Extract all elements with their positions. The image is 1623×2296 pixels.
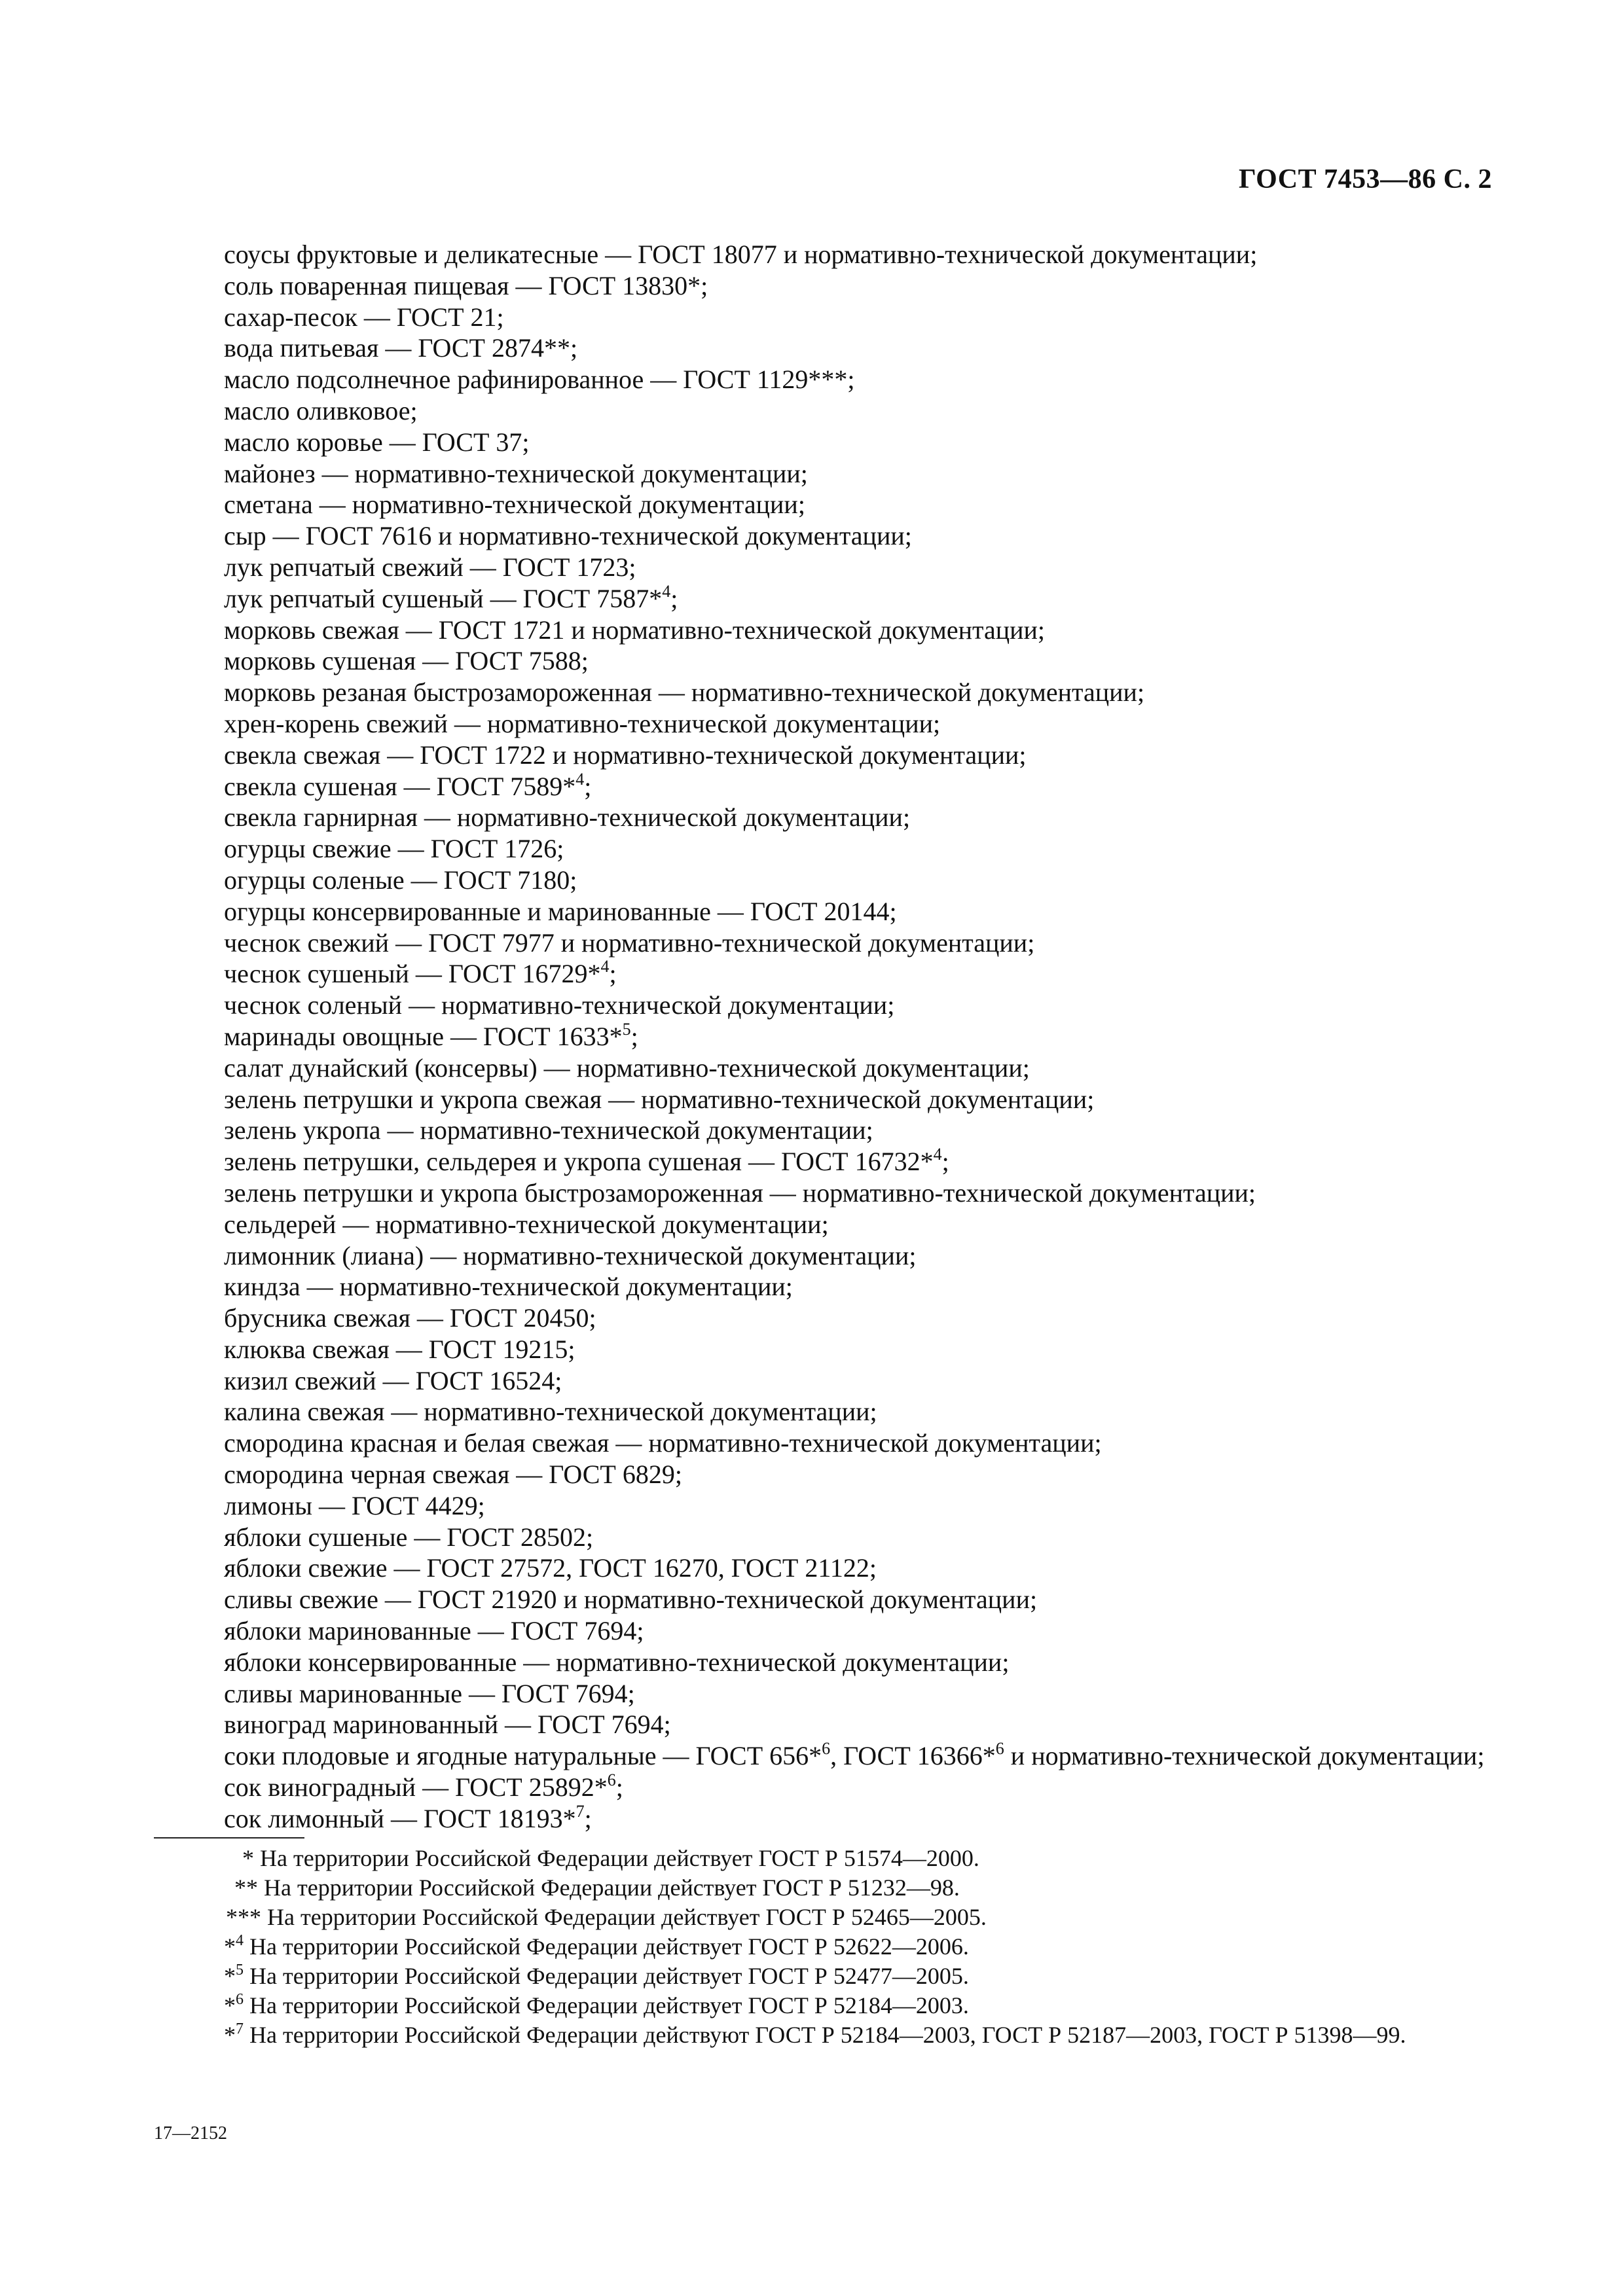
list-item (154, 1271, 1489, 1302)
list-item (154, 1115, 1489, 1146)
list-item (154, 1678, 1489, 1710)
item-tail: ; (630, 1021, 638, 1051)
item-tail: ; (584, 1803, 592, 1833)
footnote-ref: 6 (607, 1770, 616, 1790)
item-text: сливы маринованные — ГОСТ 7694; (224, 1678, 635, 1708)
footnote (154, 1844, 1489, 1873)
item-text: морковь свежая — ГОСТ 1721 и нормативно-технической документации; (224, 615, 1046, 645)
item-text: масло коровье — ГОСТ 37; (224, 427, 530, 457)
item-text: маринады овощные — ГОСТ 1633* (224, 1021, 623, 1051)
item-text: соки плодовые и ягодные натуральные — ГОСТ 656* (224, 1741, 822, 1771)
footnote-text: На территории Российской Федерации действует ГОСТ Р 52465—2005. (261, 1904, 987, 1930)
item-text: сок виноградный — ГОСТ 25892* (224, 1772, 608, 1803)
item-text: яблоки сушеные — ГОСТ 28502; (224, 1522, 594, 1552)
footnote-ref: 6 (995, 1739, 1004, 1759)
list-item (154, 552, 1489, 583)
list-item (154, 489, 1489, 520)
list-item (154, 1021, 1489, 1052)
footnote-marker-sup: 6 (236, 1991, 244, 2008)
list-item (154, 958, 1489, 990)
item-text: лук репчатый сушеный — ГОСТ 7587* (224, 583, 663, 613)
item-text: морковь резаная быстрозамороженная — нормативно-технической документации; (224, 677, 1145, 708)
list-item (154, 990, 1489, 1021)
list-item (154, 458, 1489, 490)
item-tail: ; (670, 583, 678, 613)
item-text: сельдерей — нормативно-технической документации; (224, 1209, 829, 1239)
footnote (154, 2020, 1489, 2050)
footnote (154, 1932, 1489, 1962)
footnote-marker: *** (226, 1904, 261, 1930)
list-item (154, 1146, 1489, 1177)
item-text: киндза — нормативно-технической документации; (224, 1272, 793, 1302)
footnote-marker-sup: 5 (236, 1962, 244, 1979)
footnote-ref: 4 (600, 957, 610, 977)
item-text: брусника свежая — ГОСТ 20450; (224, 1303, 596, 1333)
ingredient-list (154, 239, 1489, 1835)
list-item (154, 1615, 1489, 1647)
item-text: сыр — ГОСТ 7616 и нормативно-технической документации; (224, 521, 912, 551)
list-item (154, 645, 1489, 677)
list-item (154, 1365, 1489, 1397)
list-item (154, 1240, 1489, 1272)
list-item (154, 1052, 1489, 1084)
footnote-text: На территории Российской Федерации действуют ГОСТ Р 52184—2003, ГОСТ Р 52187—2003, ГОСТ Р 51398—99. (244, 2022, 1406, 2048)
item-text: майонез — нормативно-технической документации; (224, 458, 808, 488)
item-text: масло подсолнечное рафинированное — ГОСТ 1129***; (224, 365, 855, 395)
item-text: лимоны — ГОСТ 4429; (224, 1490, 485, 1520)
footnote-ref: 7 (575, 1801, 585, 1821)
footnote-marker: * (224, 1963, 236, 1989)
footnote-ref: 4 (662, 581, 671, 601)
item-text: клюква свежая — ГОСТ 19215; (224, 1334, 575, 1364)
item-text: огурцы консервированные и маринованные — ГОСТ 20144; (224, 896, 897, 926)
list-item (154, 1334, 1489, 1365)
footnote-text: На территории Российской Федерации действует ГОСТ Р 52184—2003. (244, 1992, 969, 2018)
list-item (154, 1584, 1489, 1615)
item-text: чеснок соленый — нормативно-технической документации; (224, 990, 895, 1020)
item-text: калина свежая — нормативно-технической документации; (224, 1397, 877, 1427)
list-item (154, 1302, 1489, 1334)
footnote (154, 1873, 1489, 1903)
list-item (154, 1522, 1489, 1553)
list-item (154, 1209, 1489, 1240)
item-text: сахар-песок — ГОСТ 21; (224, 302, 504, 332)
list-item (154, 427, 1489, 458)
list-item (154, 1490, 1489, 1522)
item-text: чеснок свежий — ГОСТ 7977 и нормативно-технической документации; (224, 927, 1035, 958)
list-item (154, 708, 1489, 740)
item-text: виноград маринованный — ГОСТ 7694; (224, 1710, 671, 1740)
item-text: морковь сушеная — ГОСТ 7588; (224, 646, 589, 676)
footnote-ref: 4 (575, 769, 585, 789)
list-item (154, 1427, 1489, 1459)
item-text: сок лимонный — ГОСТ 18193* (224, 1803, 576, 1833)
item-text: масло оливковое; (224, 395, 418, 425)
list-item (154, 896, 1489, 927)
footnote-ref: 5 (622, 1019, 631, 1039)
item-text: и нормативно-технической документации; (1004, 1741, 1485, 1771)
footnote-ref: 4 (933, 1145, 942, 1164)
item-text: смородина красная и белая свежая — нормативно-технической документации; (224, 1428, 1102, 1458)
footnotes (154, 1844, 1489, 2050)
footnote-marker: * (224, 2022, 236, 2048)
item-text: свекла гарнирная — нормативно-технической документации; (224, 802, 911, 833)
item-text: яблоки маринованные — ГОСТ 7694; (224, 1616, 644, 1646)
footnote-text: На территории Российской Федерации действует ГОСТ Р 51574—2000. (254, 1845, 979, 1871)
item-text: зелень укропа — нормативно-технической документации; (224, 1115, 873, 1145)
item-text: зелень петрушки и укропа свежая — нормативно-технической документации; (224, 1084, 1095, 1114)
footnote-text: На территории Российской Федерации действует ГОСТ Р 51232—98. (258, 1874, 960, 1901)
list-item (154, 395, 1489, 427)
item-text: лук репчатый свежий — ГОСТ 1723; (224, 552, 636, 582)
item-text: зелень петрушки и укропа быстрозамороженная — нормативно-технической документации; (224, 1177, 1256, 1208)
list-item (154, 1740, 1489, 1772)
item-text: зелень петрушки, сельдерея и укропа сушеная — ГОСТ 16732* (224, 1147, 934, 1177)
footnote (154, 1962, 1489, 1991)
list-item (154, 615, 1489, 646)
item-text: салат дунайский (консервы) — нормативно-технической документации; (224, 1052, 1030, 1083)
list-item (154, 1396, 1489, 1427)
item-text: соль поваренная пищевая — ГОСТ 13830*; (224, 270, 708, 300)
item-tail: ; (584, 771, 592, 801)
item-text: свекла свежая — ГОСТ 1722 и нормативно-технической документации; (224, 740, 1027, 770)
list-item (154, 364, 1489, 395)
item-text: лимонник (лиана) — нормативно-технической документации; (224, 1240, 917, 1270)
item-text: яблоки консервированные — нормативно-технической документации; (224, 1647, 1010, 1677)
footnote-marker: * (224, 1933, 236, 1960)
footnote (154, 1903, 1489, 1932)
list-item (154, 1459, 1489, 1490)
footnote-text: На территории Российской Федерации действует ГОСТ Р 52622—2006. (244, 1933, 969, 1960)
list-item (154, 302, 1489, 333)
list-item (154, 833, 1489, 865)
list-item (154, 520, 1489, 552)
list-item (154, 677, 1489, 708)
item-text: чеснок сушеный — ГОСТ 16729* (224, 959, 601, 989)
page-header: ГОСТ 7453—86 С. 2 (1238, 164, 1492, 194)
footnote-marker: * (242, 1845, 254, 1871)
list-item (154, 771, 1489, 802)
list-item (154, 1647, 1489, 1678)
list-item (154, 1177, 1489, 1209)
item-text: сливы свежие — ГОСТ 21920 и нормативно-технической документации; (224, 1585, 1038, 1615)
list-item (154, 1772, 1489, 1803)
list-item (154, 270, 1489, 302)
list-item (154, 583, 1489, 615)
item-tail: ; (609, 959, 617, 989)
list-item (154, 332, 1489, 364)
item-text: смородина черная свежая — ГОСТ 6829; (224, 1460, 682, 1490)
item-text: огурцы свежие — ГОСТ 1726; (224, 834, 564, 864)
item-tail: ; (615, 1772, 623, 1803)
footnote-text: На территории Российской Федерации действует ГОСТ Р 52477—2005. (244, 1963, 969, 1989)
footnote (154, 1991, 1489, 2020)
footnote-marker: ** (234, 1874, 258, 1901)
item-text: хрен-корень свежий — нормативно-технической документации; (224, 708, 941, 738)
item-tail: ; (941, 1147, 949, 1177)
list-item (154, 1084, 1489, 1115)
footnote-marker-sup: 7 (236, 2020, 244, 2037)
footnote-ref: 6 (822, 1739, 831, 1759)
list-item (154, 927, 1489, 959)
list-item (154, 802, 1489, 833)
item-text: огурцы соленые — ГОСТ 7180; (224, 865, 577, 895)
footnote-divider (154, 1837, 304, 1839)
item-text: сметана — нормативно-технической документации; (224, 490, 805, 520)
list-item (154, 1552, 1489, 1584)
page-code: 17—2152 (154, 2123, 227, 2144)
footnote-marker: * (224, 1992, 236, 2018)
list-item (154, 1709, 1489, 1740)
item-text: кизил свежий — ГОСТ 16524; (224, 1365, 562, 1395)
item-text: свекла сушеная — ГОСТ 7589* (224, 771, 576, 801)
item-text: , ГОСТ 16366* (830, 1741, 996, 1771)
item-text: вода питьевая — ГОСТ 2874**; (224, 333, 578, 363)
list-item (154, 1803, 1489, 1835)
list-item (154, 239, 1489, 270)
item-text: соусы фруктовые и деликатесные — ГОСТ 18077 и нормативно-технической документации; (224, 240, 1258, 269)
list-item (154, 740, 1489, 771)
footnote-marker-sup: 4 (236, 1932, 244, 1949)
list-item (154, 865, 1489, 896)
item-text: яблоки свежие — ГОСТ 27572, ГОСТ 16270, ГОСТ 21122; (224, 1553, 877, 1583)
